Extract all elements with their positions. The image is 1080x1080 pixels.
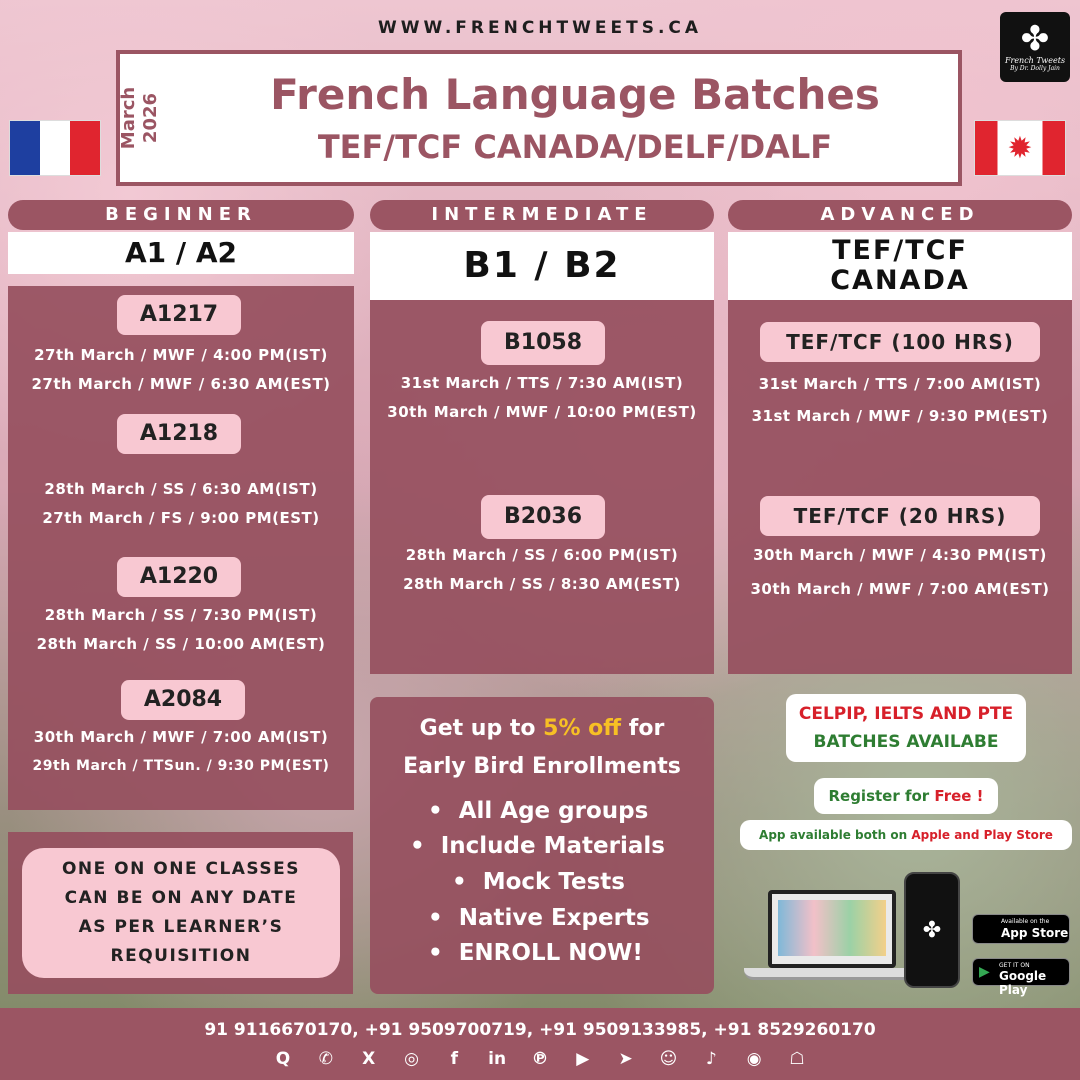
pinterest-icon[interactable]: ℗ [531,1049,549,1069]
batch-code: TEF/TCF (20 HRS) [760,496,1040,536]
snapchat-icon[interactable]: ☖ [789,1049,805,1069]
page-subtitle: TEF/TCF CANADA/DELF/DALF [317,128,833,166]
linkedin-icon[interactable]: in [488,1049,507,1069]
france-flag-icon [9,120,101,176]
batch-schedule: 31st March / TTS / 7:00 AM(IST) [758,375,1042,393]
register-free: Free ! [934,787,984,805]
promo-pre: Get up to [419,716,544,741]
note-line: CAN BE ON ANY DATE [64,888,298,908]
advanced-label: ADVANCED [728,200,1072,230]
register-label: Register for [828,787,935,805]
app-store-badge[interactable] [972,914,1070,944]
batch-schedule: 31st March / TTS / 7:30 AM(IST) [400,374,684,392]
beginner-level: A1 / A2 [8,232,354,274]
reddit-icon[interactable]: ◉ [746,1049,762,1069]
batch-code: A1217 [117,295,241,335]
bullet-text: Include Materials [440,833,665,859]
advanced-level [728,232,1072,300]
batch-schedule: 28th March / SS / 8:30 AM(EST) [403,575,681,593]
batch-schedule: 28th March / SS / 7:30 PM(IST) [44,606,318,624]
telegram-icon[interactable]: ➤ [618,1049,633,1069]
promo-bullet[interactable]: • ENROLL NOW! [428,940,643,966]
advanced-level-line2: CANADA [830,265,970,296]
batch-schedule: 29th March / TTSun. / 9:30 PM(EST) [32,758,330,774]
quora-icon[interactable]: Q [275,1049,291,1069]
logo-text: French Tweets [1004,56,1066,65]
maple-leaf-icon: ✹ [1007,130,1033,166]
batch-schedule: 28th March / SS / 6:30 AM(IST) [44,480,318,498]
test-prep-line1: CELPIP, IELTS AND PTE [798,704,1014,724]
phone-image [904,872,960,988]
batch-schedule: 28th March / SS / 10:00 AM(EST) [36,635,326,653]
promo-bullet: • All Age groups [428,798,649,824]
batch-schedule: 31st March / MWF / 9:30 PM(EST) [751,407,1049,425]
whatsapp-icon[interactable]: ✆ [318,1049,333,1069]
promo-early-bird: Early Bird Enrollments [403,754,681,779]
batch-schedule: 28th March / SS / 6:00 PM(IST) [405,546,679,564]
site-url[interactable]: WWW.FRENCHTWEETS.CA [377,18,703,38]
batch-code: A2084 [121,680,245,720]
badge-small-text: Available on the [1001,918,1050,925]
maple-leaf-icon: ✤ [922,917,942,943]
batch-code: B1058 [481,321,605,365]
batch-schedule: 30th March / MWF / 7:00 AM(IST) [33,728,329,746]
promo-post: for [621,716,665,741]
promo-discount: 5% off [543,716,622,741]
intermediate-label: INTERMEDIATE [370,200,714,230]
note-line: AS PER LEARNER’S [78,917,284,937]
header-month: March [118,86,139,150]
app-stores: Apple and Play Store [911,828,1053,842]
brand-logo [1000,12,1070,82]
note-line: REQUISITION [110,946,252,966]
header-year: 2026 [140,92,161,144]
batch-code: B2036 [481,495,605,539]
youtube-icon[interactable]: ▶ [576,1049,590,1069]
badge-big-text: App Store [1001,926,1069,940]
test-prep-line2: BATCHES AVAILABE [813,732,999,752]
batch-code: A1220 [117,557,241,597]
one-on-one-note [22,848,340,978]
discord-icon[interactable]: ☺ [659,1049,678,1069]
laptop-screenshot [778,900,886,956]
batch-schedule: 30th March / MWF / 7:00 AM(EST) [750,580,1050,598]
page-title: French Language Batches [270,70,880,119]
play-icon: ▶ [979,964,990,980]
batch-schedule: 30th March / MWF / 10:00 PM(EST) [387,403,697,421]
promo-offer [370,716,714,741]
note-line: ONE ON ONE CLASSES [61,859,301,879]
badge-small-text: GET IT ON [999,962,1030,969]
laptop-base [744,968,920,980]
batch-schedule: 27th March / MWF / 6:30 AM(EST) [31,375,331,393]
intermediate-level: B1 / B2 [370,232,714,300]
register-free-button[interactable] [814,778,998,814]
facebook-icon[interactable]: f [450,1049,459,1069]
maple-leaf-icon: ✤ [1020,19,1050,59]
bullet-text: Native Experts [458,905,650,931]
logo-tagline: By Dr. Dolly Jain [1010,65,1060,72]
promo-bullet: • Mock Tests [452,869,625,895]
promo-bullet: • Native Experts [428,905,650,931]
enroll-now-link[interactable]: ENROLL NOW! [458,940,643,966]
bullet-text: Mock Tests [482,869,625,895]
instagram-icon[interactable]: ◎ [404,1049,419,1069]
badge-big-text: Google Play [999,969,1047,997]
social-links [270,1046,810,1072]
batch-code: A1218 [117,414,241,454]
laptop-screen-image [768,890,896,968]
advanced-level-line1: TEF/TCF [832,235,968,266]
batch-code: TEF/TCF (100 HRS) [760,322,1040,362]
app-availability-card [740,820,1072,850]
batch-schedule: 27th March / FS / 9:00 PM(EST) [42,509,320,527]
app-availability-label: App available both on [759,828,912,842]
google-play-badge[interactable] [972,958,1070,997]
beginner-label: BEGINNER [8,200,354,230]
contact-phones[interactable]: 91 9116670170, +91 9509700719, +91 9509133985, +91 8529260170 [204,1020,876,1040]
promo-bullet: • Include Materials [410,833,665,859]
bullet-text: All Age groups [458,798,649,824]
test-prep-card [786,694,1026,762]
x-icon[interactable]: X [362,1049,376,1069]
canada-flag-icon [974,120,1066,176]
tiktok-icon[interactable]: ♪ [705,1049,717,1069]
batch-schedule: 27th March / MWF / 4:00 PM(IST) [34,346,328,364]
batch-schedule: 30th March / MWF / 4:30 PM(IST) [753,546,1047,564]
